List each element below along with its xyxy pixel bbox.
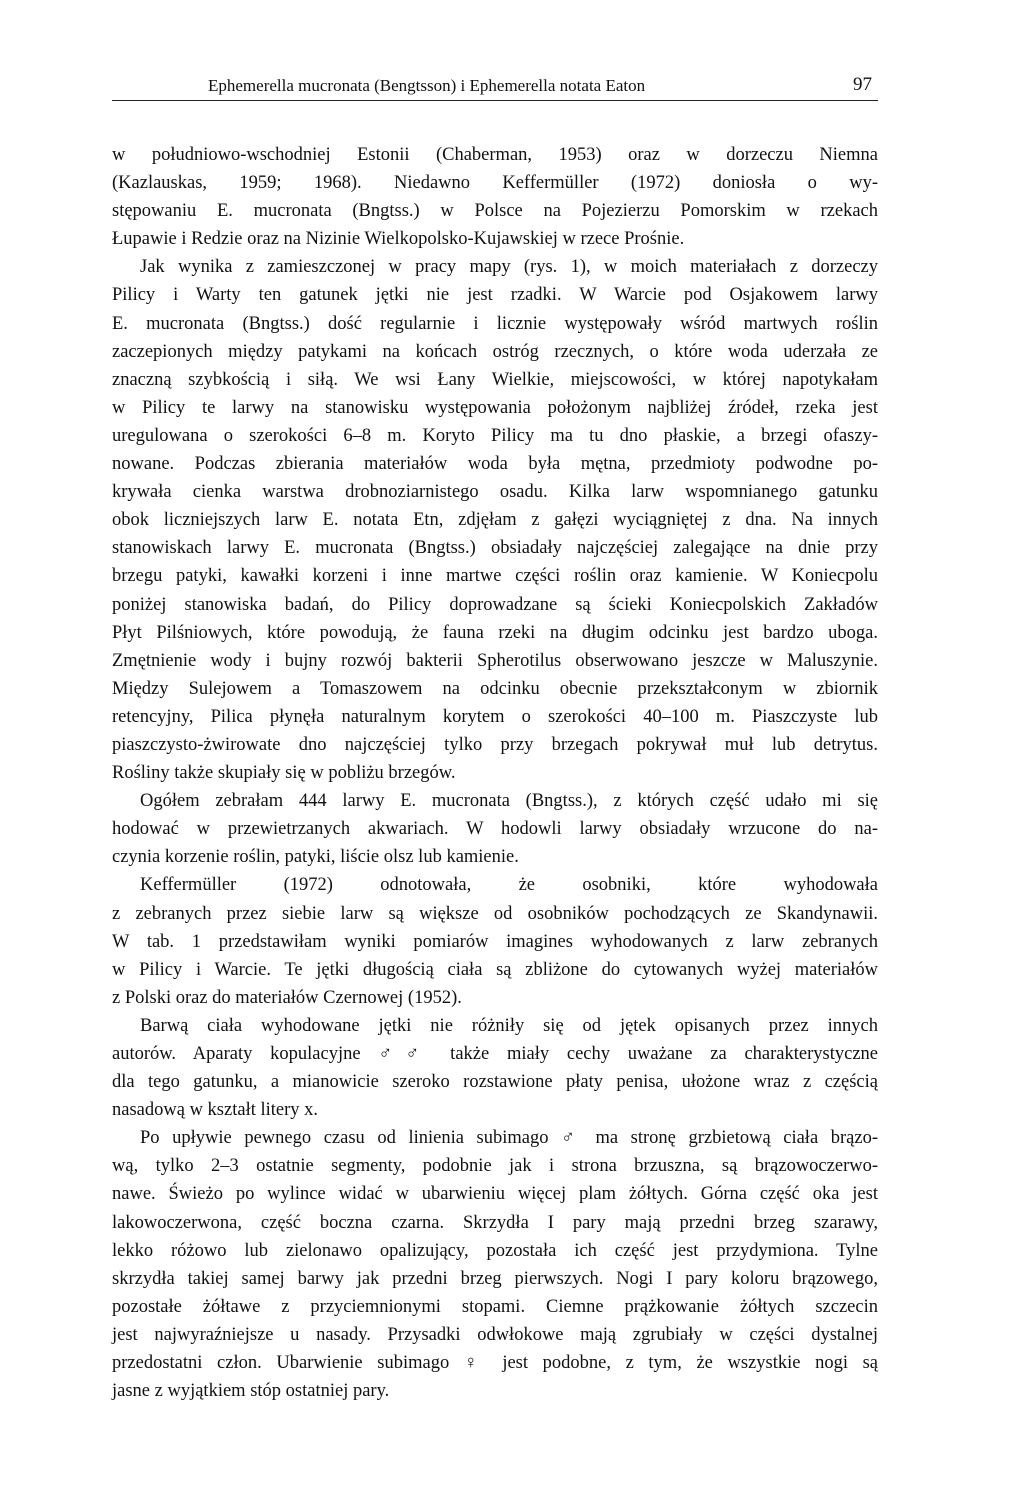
text-line: nasadową w kształt litery x.	[112, 1100, 319, 1121]
text-line: przedostatni człon. Ubarwienie subimago ♀ jest podobne, z tym, że wszystkie nogi są	[112, 1353, 878, 1374]
text-line: Po upływie pewnego czasu od linienia subimago ♂ ma stronę grzbietową ciała brązo-	[140, 1128, 878, 1149]
text-line: E. mucronata (Bngtss.) dość regularnie i licznie występowały wśród martwych roślin	[112, 313, 878, 334]
text-line: dla tego gatunku, a mianowicie szeroko rozstawione płaty penisa, ułożone wraz z częścią	[112, 1072, 878, 1093]
running-head-title: Ephemerella mucronata (Bengtsson) i Ephemerella notata Eaton	[208, 76, 646, 95]
text-line: znaczną szybkością i siłą. We wsi Łany Wielkie, miejscowości, w której napotykałam	[112, 369, 878, 390]
running-header	[112, 70, 878, 101]
text-line: retencyjny, Pilica płynęła naturalnym korytem o szerokości 40–100 m. Piaszczyste lub	[112, 706, 878, 727]
text-line: stępowaniu E. mucronata (Bngtss.) w Polsce na Pojezierzu Pomorskim w rzekach	[112, 201, 878, 222]
text-line: czynia korzenie roślin, patyki, liście olsz lub kamienie.	[112, 847, 519, 868]
text-line: Pilicy i Warty ten gatunek jętki nie jest rzadki. W Warcie pod Osjakowem larwy	[112, 285, 878, 306]
text-line: pozostałe żółtawe z przyciemnionymi stopami. Ciemne prążkowanie żółtych szczecin	[112, 1296, 878, 1317]
text-line: nowane. Podczas zbierania materiałów woda była mętna, przedmioty podwodne po-	[112, 454, 878, 475]
text-line: lekko różowo lub zielonawo opalizujący, pozostała ich część jest przydymiona. Tylne	[112, 1240, 878, 1261]
article-body	[112, 141, 878, 1405]
text-line: brzegu patyki, kawałki korzeni i inne martwe części roślin oraz kamienie. W Koniecpolu	[112, 566, 878, 587]
paragraph	[112, 871, 878, 1011]
text-line: stanowiskach larwy E. mucronata (Bngtss.) obsiadały najczęściej zalegające na dnie przy	[112, 538, 878, 559]
text-line: nawe. Świeżo po wylince widać w ubarwieniu więcej plam żółtych. Górna część oka jest	[112, 1184, 878, 1205]
text-line: W tab. 1 przedstawiłam wyniki pomiarów imagines wyhodowanych z larw zebranych	[112, 931, 878, 952]
text-line: zaczepionych między patykami na końcach ostróg rzecznych, o które woda uderzała ze	[112, 341, 878, 362]
text-line: Zmętnienie wody i bujny rozwój bakterii Spherotilus obserwowano jeszcze w Maluszynie.	[112, 650, 878, 671]
text-line: w Pilicy te larwy na stanowisku występowania położonym najbliżej źródeł, rzeka jest	[112, 397, 878, 418]
text-line: obok liczniejszych larw E. notata Etn, zdjęłam z gałęzi wyciągniętej z dna. Na innych	[112, 510, 878, 531]
text-line: hodować w przewietrzanych akwariach. W hodowli larwy obsiadały wrzucone do na-	[112, 819, 878, 840]
text-line: skrzydła takiej samej barwy jak przedni brzeg pierwszych. Nogi I pary koloru brązowego,	[112, 1268, 878, 1289]
text-line: Jak wynika z zamieszczonej w pracy mapy (rys. 1), w moich materiałach z dorzeczy	[140, 257, 878, 278]
text-line: w południowo-wschodniej Estonii (Chaberman, 1953) oraz w dorzeczu Niemna	[112, 145, 878, 165]
paragraph	[112, 253, 878, 787]
text-line: Łupawie i Redzie oraz na Nizinie Wielkopolsko-Kujawskiej w rzece Prośnie.	[112, 229, 685, 250]
text-line: lakowoczerwona, część boczna czarna. Skrzydła I pary mają przedni brzeg szarawy,	[112, 1212, 878, 1233]
text-line: Barwą ciała wyhodowane jętki nie różniły się od jętek opisanych przez innych	[140, 1015, 878, 1036]
text-line: z Polski oraz do materiałów Czernowej (1952).	[112, 987, 462, 1008]
text-line: piaszczysto-żwirowate dno najczęściej tylko przy brzegach pokrywał muł lub detrytus.	[112, 734, 878, 755]
text-line: jasne z wyjątkiem stóp ostatniej pary.	[112, 1381, 390, 1402]
text-line: Ogółem zebrałam 444 larwy E. mucronata (Bngtss.), z których część udało mi się	[140, 791, 878, 812]
page-number: 97	[853, 74, 872, 95]
paragraph	[112, 141, 878, 253]
text-line: z zebranych przez siebie larw są większe od osobników pochodzących ze Skandynawii.	[112, 903, 878, 924]
text-line: jest najwyraźniejsze u nasady. Przysadki odwłokowe mają zgrubiały w części dystalnej	[112, 1324, 878, 1345]
text-line: autorów. Aparaty kopulacyjne ♂♂ także miały cechy uważane za charakterystyczne	[112, 1044, 878, 1064]
text-line: Keffermüller (1972) odnotowała, że osobniki, które wyhodowała	[140, 875, 878, 896]
text-line: krywała cienka warstwa drobnoziarnistego osadu. Kilka larw wspomnianego gatunku	[112, 482, 878, 503]
text-line: Płyt Pilśniowych, które powodują, że fauna rzeki na długim odcinku jest bardzo uboga.	[112, 622, 878, 643]
text-line: (Kazlauskas, 1959; 1968). Niedawno Keffermüller (1972) doniosła o wy-	[112, 173, 878, 194]
text-line: Rośliny także skupiały się w pobliżu brzegów.	[112, 763, 456, 784]
paragraph	[112, 1012, 878, 1124]
text-line: uregulowana o szerokości 6–8 m. Koryto Pilicy ma tu dno płaskie, a brzegi ofaszy-	[112, 425, 878, 446]
text-line: poniżej stanowiska badań, do Pilicy doprowadzane są ścieki Koniecpolskich Zakładów	[112, 594, 878, 615]
text-line: wą, tylko 2–3 ostatnie segmenty, podobnie jak i strona brzuszna, są brązowoczerwo-	[112, 1156, 878, 1177]
text-line: w Pilicy i Warcie. Te jętki długością ciała są zbliżone do cytowanych wyżej materiałów	[112, 959, 878, 980]
paragraph	[112, 1124, 878, 1405]
text-line: Między Sulejowem a Tomaszowem na odcinku obecnie przekształconym w zbiornik	[112, 678, 878, 699]
paragraph	[112, 787, 878, 871]
